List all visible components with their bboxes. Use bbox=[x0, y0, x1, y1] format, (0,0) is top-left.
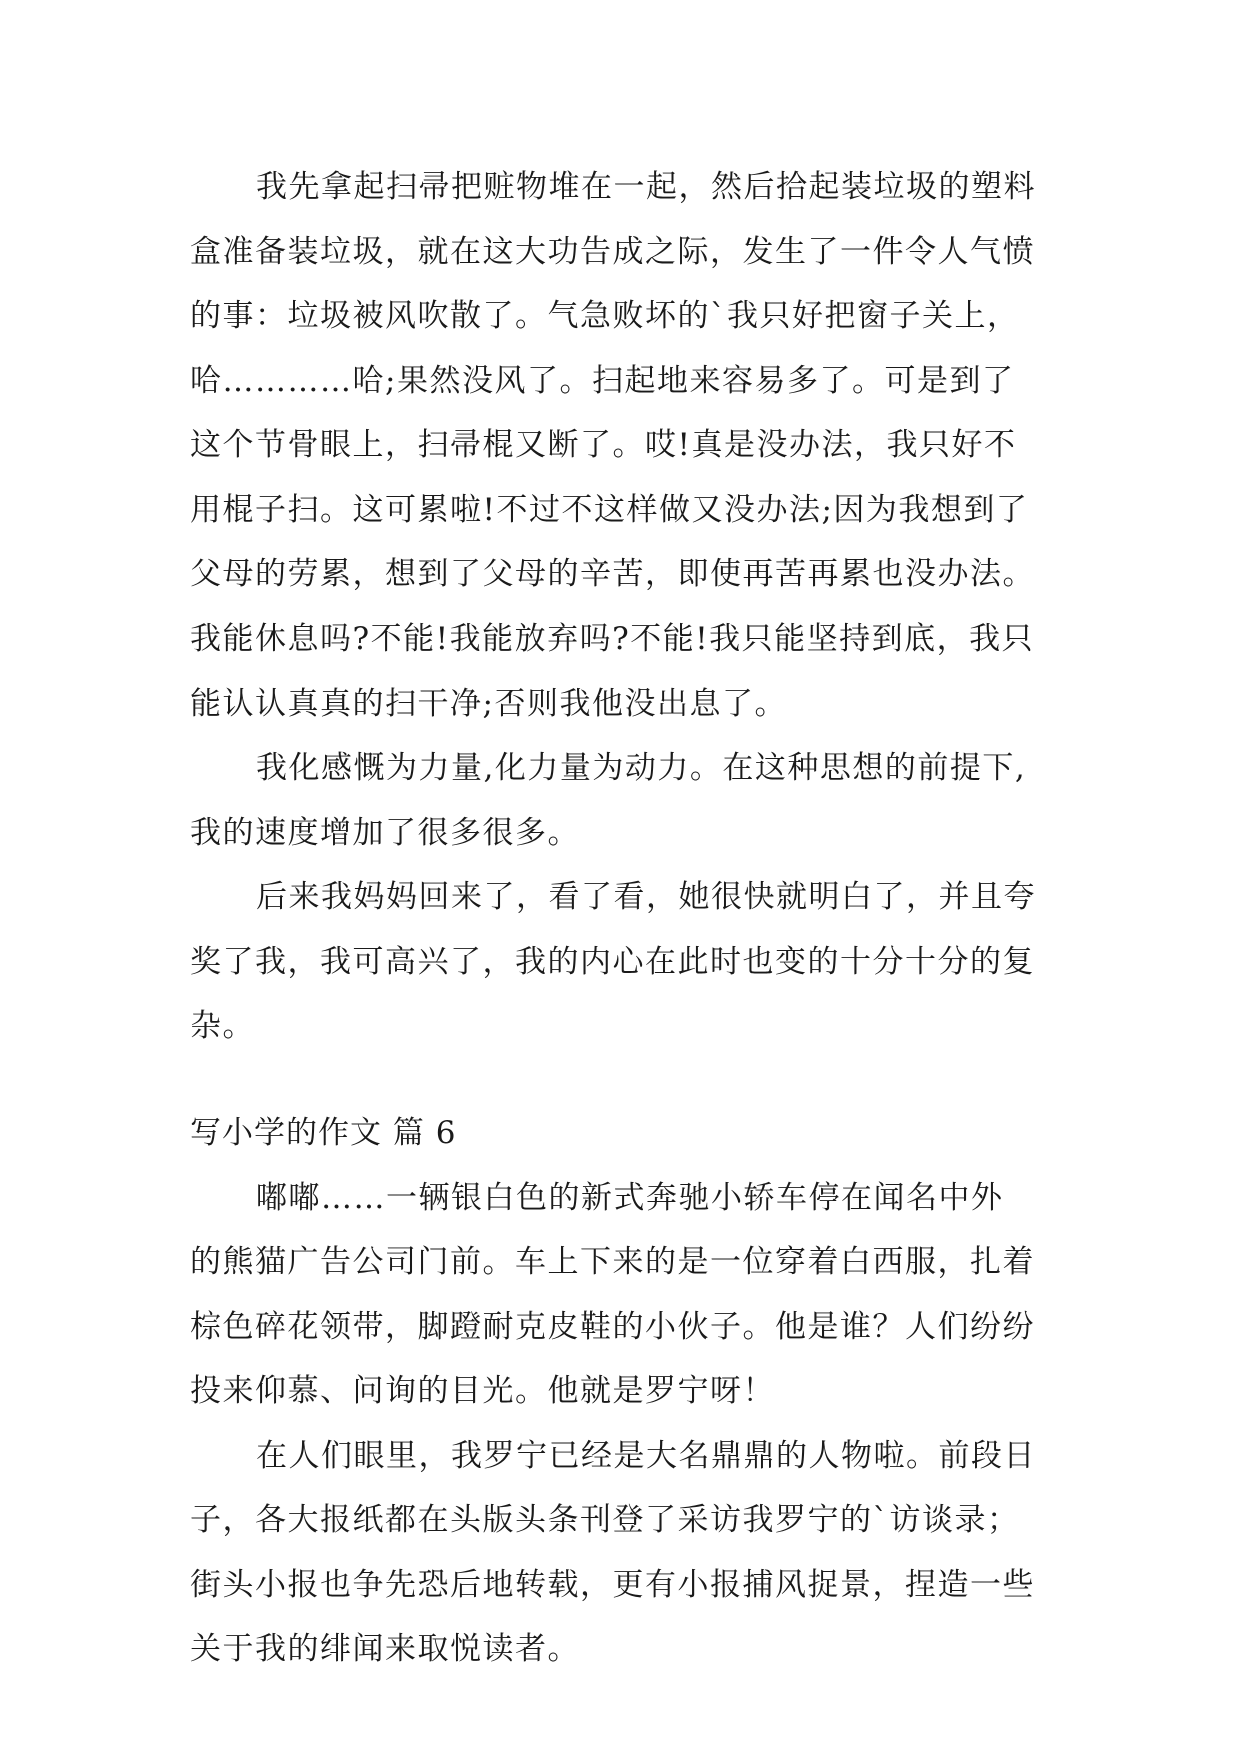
paragraph-line: 后来我妈妈回来了，看了看，她很快就明白了，并且夸 bbox=[256, 879, 1036, 915]
paragraph-line: 能认认真真的扫干净;否则我他没出息了。 bbox=[190, 686, 787, 722]
paragraph-line: 盒准备装垃圾，就在这大功告成之际，发生了一件令人气愤 bbox=[190, 234, 1035, 270]
paragraph-line: 子，各大报纸都在头版头条刊登了采访我罗宁的`访谈录； bbox=[190, 1502, 1020, 1538]
paragraph-line: 的事：垃圾被风吹散了。气急败坏的`我只好把窗子关上， bbox=[190, 298, 1020, 334]
paragraph-line: 杂。 bbox=[190, 1008, 255, 1044]
paragraph-line: 在人们眼里，我罗宁已经是大名鼎鼎的人物啦。前段日 bbox=[256, 1438, 1036, 1474]
paragraph-line: 我能休息吗?不能!我能放弃吗?不能!我只能坚持到底，我只 bbox=[190, 621, 1035, 657]
paragraph-line: 嘟嘟……一辆银白色的新式奔驰小轿车停在闻名中外 bbox=[256, 1180, 1004, 1216]
paragraph-line: 哈…………哈;果然没风了。扫起地来容易多了。可是到了 bbox=[190, 363, 1015, 399]
paragraph-line: 父母的劳累，想到了父母的辛苦，即使再苦再累也没办法。 bbox=[190, 556, 1035, 592]
paragraph-line: 棕色碎花领带，脚蹬耐克皮鞋的小伙子。他是谁？人们纷纷 bbox=[190, 1309, 1035, 1345]
section-heading: 写小学的作文 篇 6 bbox=[190, 1115, 457, 1151]
paragraph-line: 这个节骨眼上，扫帚棍又断了。哎!真是没办法，我只好不 bbox=[190, 427, 1017, 463]
paragraph-line: 我的速度增加了很多很多。 bbox=[190, 815, 580, 851]
paragraph-line: 关于我的绯闻来取悦读者。 bbox=[190, 1631, 580, 1667]
paragraph-line: 的熊猫广告公司门前。车上下来的是一位穿着白西服，扎着 bbox=[190, 1244, 1035, 1280]
paragraph-line: 奖了我，我可高兴了，我的内心在此时也变的十分十分的复 bbox=[190, 944, 1035, 980]
paragraph-line: 我先拿起扫帚把赃物堆在一起，然后拾起装垃圾的塑料 bbox=[256, 169, 1036, 205]
paragraph-line: 我化感慨为力量,化力量为动力。在这种思想的前提下, bbox=[256, 750, 1027, 786]
paragraph-line: 用棍子扫。这可累啦!不过不这样做又没办法;因为我想到了 bbox=[190, 492, 1029, 528]
paragraph-line: 街头小报也争先恐后地转载，更有小报捕风捉景，捏造一些 bbox=[190, 1567, 1035, 1603]
paragraph-line: 投来仰慕、问询的目光。他就是罗宁呀！ bbox=[190, 1373, 775, 1409]
